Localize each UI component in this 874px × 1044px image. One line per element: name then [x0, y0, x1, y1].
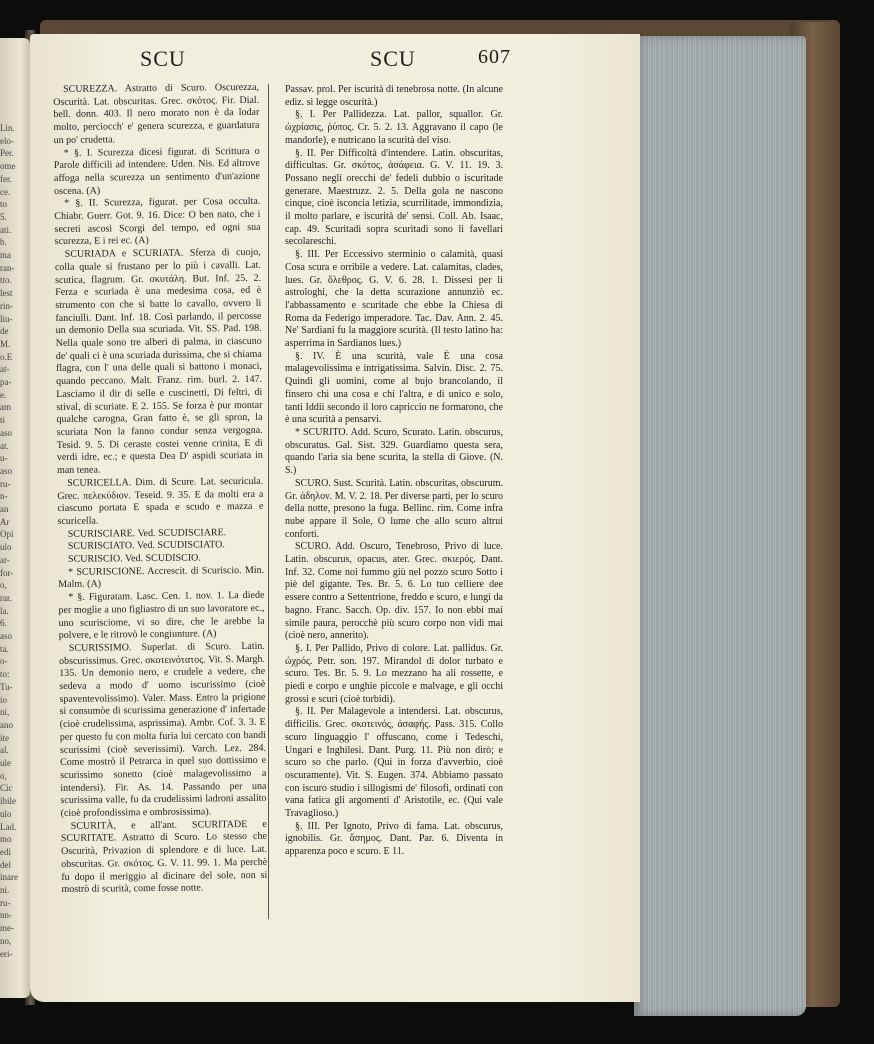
facing-page-fragment: for- [0, 567, 14, 578]
facing-page-fragment: rin- [0, 300, 13, 311]
facing-page-fragment: u- [0, 453, 8, 464]
right-column-entry: §. II. Per Difficoltà d'intendere. Latin. obscuritas, difficultas. Gr. σκότος, ἀσάφεια. G. V. 11. 19. 3. Possano negli orecchi de' fedeli dubbio o iscuritade generare. Maestruzz. 2. 5. Della gola ne nascono cinque, cioè isconcia letizia, scurrilitade, immondizia, il molto parlare, e iscurità de' sensi. Coll. Ab. Isaac, cap. 49. Scuritadi sopra scuritadi sono li favellari secolareschi. [285, 147, 503, 248]
facing-page-fragment: e. [0, 389, 7, 400]
facing-page-fragment: at. [0, 440, 9, 451]
facing-page-fragment: ibile [0, 796, 16, 807]
left-column-entry: SCURITÀ, e all'ant. SCURITADE e SCURITATE. Astratto di Scuro. Lo stesso che Oscurità, Privazion di splendore e di luce. Lat. obscuritas. Gr. σκότος. G. V. 11. 99. 1. Ma perchè fu dopo il meriggio al dicinare del sole, non si mostrò di scurità, come fosse notte. [60, 818, 268, 896]
right-column-entry: SCURO. Sust. Scurità. Latin. obscuritas, obscurum. Gr. ἀδηλον. M. V. 2. 18. Per diverse parti, per lo scuro della notte, presono la fuga. Bellinc. rim. Come infra nube appare il Sole, O lume che allo scuro altrui conforti. [285, 477, 503, 540]
right-column-entry: §. III. Per Ignoto, Privo di fama. Lat. obscurus, ignobilis. Gr. ἄσημος. Dant. Par. 6. Diventa in apparenza poco e scuro. E 11. [285, 820, 503, 858]
facing-page-fragment: to [0, 199, 8, 210]
right-column-entry: §. III. Per Eccessivo sterminio o calamità, quasi Cosa scura e orribile a vedere. Lat. calamitas, clades, lues. Gr. ὄλεθρος. G. V. 6. 28. 1. Dissesi per li astrologhi, che la detta scurazione annunziò ec. l'abbassamento e scuritade che ebbe la Chiesa di Roma da Federigo imperadore. Tac. Dav. Ann. 2. 45. Ne' Sardiani fu la maggiore scurità. (Il testo latino ha: asperrima in Sardianos lues.) [285, 249, 503, 350]
right-column-entry: §. IV. È una scurità, vale È una cosa malagevolissima e intrigatissima. Salvin. Disc. 2. 75. Quindi gli uomini, come al bujo brancolando, il finsero chi una cosa e chi l'altra, e di unico e solo, tanti Iddii secondo il loro capriccio ne formarono, che è una scurità a pensarvi. [285, 350, 503, 426]
right-column-entry: * SCURITO. Add. Scuro, Scurato. Latin. obscurus, obscuratus. Gal. Sist. 329. Guardiamo questa sera, quando l'aria sia bene scurita, la stella di Giove. (N. S.) [285, 426, 503, 477]
facing-page-fragment: eri- [0, 948, 13, 959]
left-column-entry: SCURICELLA. Dim. di Scure. Lat. securicula. Grec. πελεκύδιον. Teseid. 9. 35. E da molti era a ciascuno portata E spada e scudo e mazza e scuricella. [57, 475, 264, 527]
left-column-entry: SCURISCIARE. Ved. SCUDISCIARE. [67, 526, 227, 540]
facing-page-fragment: am [0, 402, 11, 413]
facing-page-fragment: ni. [0, 885, 10, 895]
facing-page-fragment: ce. [0, 186, 11, 197]
facing-page-fragment: tto. [0, 275, 12, 286]
facing-page-fragment: Ar [0, 516, 10, 527]
left-column-entry: * §. II. Scurezza, figurat. per Cosa occulta. Chiabr. Guerr. Got. 9. 16. Dice: O ben nato, che i secreti ascosi Scorgi del tempo, ed ogni sua scurezza, E i rei ec. (A) [54, 196, 261, 248]
facing-page-fragment: o, [0, 580, 7, 591]
left-column-entry: SCURISCIO. Ved. SCUDISCIO. [67, 552, 201, 565]
facing-page-fragment: ule [0, 758, 11, 768]
facing-page-fragment: del [0, 859, 11, 870]
facing-page-fragment: ulo [0, 542, 12, 553]
facing-page-fragment: at- [0, 364, 10, 375]
facing-page-fragment: Lad. [0, 821, 17, 832]
facing-page-fragment: o.E [0, 351, 13, 362]
facing-page-fragment: lest [0, 288, 13, 299]
right-column [285, 84, 503, 859]
facing-page-fragment: n- [0, 491, 8, 502]
facing-page-fragment: ma [0, 250, 11, 260]
column-rule [268, 84, 269, 919]
facing-page-fragment: o- [0, 656, 8, 667]
right-column-entry: §. II. Per Malagevole a intendersi. Lat. obscurus, difficilis. Grec. σκοτεινός, ἀσαφής. Pass. 315. Collo scuro linguaggio l' offuscano, come i Tedeschi, Ungari e Inghilesi. Dant. Purg. 11. Più non dirò; e scuro so che parlo. (Qui in forza d'avverbio, cioè oscuramente). Vit. S. Eugen. 374. Abbiamo passato con iscuro studio i sillogismi de' filosofi, ordinati con vana fatica gli argomenti d' Aristotile, ec. (Qui vale Travaglioso.) [285, 706, 503, 820]
facing-page-fragment: b. [0, 237, 7, 248]
facing-page-fragment: mo [0, 834, 12, 845]
center-running-head: SCU [370, 46, 416, 71]
facing-page-fragment: io [0, 694, 8, 705]
page-block-edge [634, 36, 806, 1016]
facing-page-fragment: nn- [0, 910, 12, 921]
facing-page-fragment: aso [0, 465, 12, 476]
facing-page-fragment: ni, [0, 707, 10, 718]
left-running-head: SCU [140, 46, 186, 71]
facing-page-fragment: ulo [0, 808, 12, 819]
facing-page-fragment: fer. [0, 173, 12, 184]
facing-page-fragment: Lin. [0, 123, 15, 133]
facing-page-fragment: ome [0, 161, 16, 172]
left-column-entry: * SCURISCIONE. Accrescit. di Scuriscio. Min. Malm. (A) [58, 564, 265, 591]
left-column-entry: * §. I. Scurezza dicesi figurat. di Scrittura o Parole difficili ad intendere. Uden. Nis. Ed altrove affoga nella scurezza un sentimento d'un'azione oscena. (A) [53, 145, 261, 197]
facing-page-fragment: liu- [0, 313, 13, 324]
facing-page-fragment: o, [0, 770, 7, 781]
facing-page-fragment: no, [0, 935, 12, 946]
facing-page-fragment: ar- [0, 554, 10, 565]
facing-page-fragment: al. [0, 745, 9, 756]
facing-page-fragment: Cic [0, 783, 13, 794]
facing-page-fragment: Tu- [0, 681, 13, 692]
facing-page-fragment: 6. [0, 618, 7, 629]
right-column-entry: Passav. prol. Per iscurità di tenebrosa notte. (In alcune ediz. si legge oscurità.) [285, 84, 503, 108]
right-column-entry: SCURO. Add. Oscuro, Tenebroso, Privo di luce. Latin. obscurus, opacus, ater. Grec. σκιερός. Dant. Inf. 32. Come noi fummo giù nel pozzo scuro Sotto i piè del gigante. Tes. Br. 5. 6. Lo tuo celliere dee essere contro a Settentrione, freddo e scuro, e lungi da bagno. Franc. Sacch. Op. div. 157. Io non ebbi mai simile paura, perocchè più scuro corpo non vidi mai (cioè nero, annerito). [285, 541, 503, 642]
facing-page-fragment: M. [0, 338, 11, 349]
facing-page-fragment: ru- [0, 897, 11, 908]
left-column-entry: SCUREZZA. Astratto di Scuro. Oscurezza, Oscurità. Lat. obscuritas. Grec. σκότος. Fir. Dial. bell. donn. 403. Il nero morato non è da lodar molto, perciocch' e' genera scurezza, e guardatura un po' crudetta. [53, 81, 260, 146]
facing-page-fragment: rar. [0, 592, 12, 603]
facing-page-fragment: 5. [0, 211, 7, 222]
facing-page-fragment: me- [0, 923, 14, 934]
facing-page-fragment: ano [0, 719, 13, 730]
facing-page-fragment: ti [0, 415, 6, 426]
facing-page-fragment: aso [0, 427, 12, 438]
facing-page-fragment: elo- [0, 135, 14, 146]
facing-page-fragment: ran- [0, 262, 15, 273]
facing-page-fragment: an [0, 504, 9, 514]
facing-page [0, 38, 30, 998]
facing-page-fragment: la. [0, 605, 9, 616]
facing-page-fragment: to: [0, 669, 10, 680]
facing-page-fragment: aso [0, 631, 12, 641]
left-column-entry: * §. Figuratam. Lasc. Cen. 1. nov. 1. La diede per moglie a uno figliastro di un suo lavoratore ec., uno scurisciome, vi so dire, che le arebbe la polvere, e le ritrovò le congiunture. (A) [58, 589, 265, 642]
left-column-entry: SCURISCIATO. Ved. SCUDISCIATO. [67, 539, 225, 553]
page-number: 607 [478, 46, 511, 68]
facing-page-fragment: ite [0, 732, 9, 743]
left-column-entry: SCURISSIMO. Superlat. di Scuro. Latin. obscurissimus. Grec. σκοτεινότατος. Vit. S. Margh. 135. Un demonio nero, e crudele a vedere, che sedeva a modo d' uomo iscurissimo (cioè spaventevolissimo). Valer. Mass. Entro la prigione si consumòe di scurissima generazione d' infertade (cioè crudelissima, asprissima). Ambr. Cof. 3. 3. E per questo fu con molta furia lui cercato con bandi scurissimi (cioè severissimi). Varch. Lez. 284. Come mostrò il Petrarca in quel suo dottissimo e scurissimo sonetto (cioè malagevolissimo a intendersi). Fir. As. 14. Passando per una scurissima valle, fu da crudelissimi ladroni assalito (cioè profondissima e ombrosissima). [58, 640, 267, 820]
right-column-entry: §. I. Per Pallidezza. Lat. pallor, squallor. Gr. ὠχρίασις, ῥύπος. Cr. 5. 2. 13. Aggravano il capo (le mandorle), e nutricano la scurità del viso. [285, 109, 503, 146]
facing-page-fragment: inare [0, 872, 18, 883]
facing-page-fragment: Per. [0, 148, 14, 159]
facing-page-fragment: pa- [0, 377, 12, 387]
facing-page-fragment: Opi [0, 529, 14, 540]
facing-page-fragment: de [0, 326, 9, 337]
left-column [53, 82, 268, 897]
facing-page-fragment: ati. [0, 224, 12, 235]
left-column-entry: SCURIADA e SCURIATA. Sferza di cuojo, colla quale si frustano per lo più i cavalli. Lat. scutica, flagrum. Gr. σκυτάλη. But. Inf. 25. 2. Ferza e scuriada è una medesima cosa, ed è strumento con che si batte lo cavallo, ovvero li fanciulli. Dant. Inf. 18. Così parlando, il percosse un demonio Della sua scuriada. Vit. SS. Pad. 198. Nella quale sono tre alberi di palma, in ciascuno de' quali ci è una scuriada durissima, che si chiama flagra, con l' una delle quali si battono i monaci, quando peccano. Malt. Franz. rim. burl. 2. 147. Lasciamo il dir di selle e cuscinetti, Di feltri, di stival, di scuriate. E 2. 155. Se forza è pur montar qualche carogna, Gran fatto è, se gli spron, la scuriata Non la fanno condur senza vergogna. Tesid. 9. 5. Di ceraste costei venne crinita, E di verdi idre, ec.; e questa Dea D' aspidi scuriata in man tenea. [54, 246, 263, 477]
facing-page-fragment: ru- [0, 478, 11, 489]
right-column-entry: §. I. Per Pallido, Privo di colore. Lat. pallidus. Gr. ὠχρός. Petr. son. 197. Mirandol di dolor turbato e scuro. Tes. Br. 5. 9. Lo mezzano ha ali rossette, e piedi e corpo e unghie piccole e malvage, e gli occhi grossi e scuri (cioè torbidi). [285, 642, 503, 705]
facing-page-fragment: edi [0, 846, 11, 857]
facing-page-fragment: ta. [0, 643, 9, 654]
